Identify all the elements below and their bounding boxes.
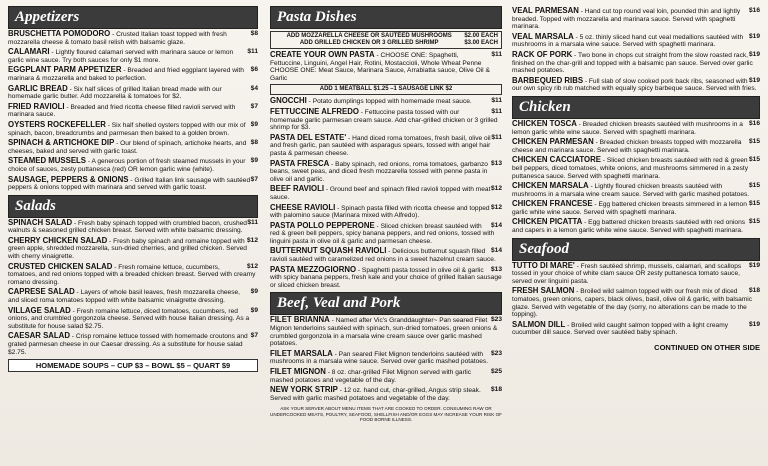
menu-item-price: $19 bbox=[748, 32, 760, 40]
menu-item-price: $11 bbox=[491, 51, 502, 58]
menu-item-description: - Grilled Italian link sausage with sautéed peppers & onions topped with marinara and served with garlic toast. bbox=[8, 176, 251, 192]
menu-item-name: CHICKEN TOSCA bbox=[512, 118, 577, 128]
appetizers-banner: Appetizers bbox=[8, 6, 258, 29]
menu-item-description: - Crisp romaine lettuce tossed with homemade croutons and grated parmesan cheese in our Caesar dressing. As a substitute for house salad $2.75. bbox=[8, 333, 248, 356]
menu-item bbox=[8, 121, 258, 137]
menu-item-description: - Broiled wild salmon topped with our fresh mix of diced tomatoes, green onions, capers, black olives, basil, olive oil & garlic, with balsamic glaze. Served with vegetable of the day (sorry, no alterations can be made to the topping). bbox=[512, 288, 753, 319]
menu-item-price: $18 bbox=[490, 386, 502, 394]
menu-item-name: SALMON DILL bbox=[512, 319, 566, 329]
menu-item-description: - Fettuccine pasta tossed with our homemade garlic parmesan cream sauce. Add char-grilled chicken or 3 grilled shrimp for $3. bbox=[270, 108, 498, 132]
meatball-note: ADD 1 MEATBALL $1.25 –1 SAUSAGE LINK $2 bbox=[270, 84, 502, 95]
menu-item-price: $4 bbox=[250, 84, 258, 92]
menu-item-price: $11 bbox=[491, 107, 502, 115]
menu-item bbox=[8, 48, 258, 64]
addon-row: ADD MOZZARELLA CHEESE OR SAUTÉED MUSHROOMS $2.00 EACH bbox=[286, 33, 498, 39]
menu-item-description: - A generous portion of fresh steamed mussels in your choice of sauces, zesty puttanesca (red) OR lemon garlic wine (white). bbox=[8, 158, 246, 173]
menu-item-description: - Layers of whole basil leaves, fresh mozzarella cheese, and sliced roma tomatoes topped with white balsamic vinaigrette dressing. bbox=[8, 289, 241, 305]
menu-item bbox=[512, 218, 760, 234]
menu-item-description: - Sliced chicken breasts sautéed with red & green bell peppers, diced tomatoes, white onions, and mushrooms simmered in a zesty puttanesca sauce. Served with spaghetti marinara. bbox=[512, 157, 749, 180]
menu-item-description: - Spaghetti pasta tossed in olive oil & garlic with spicy banana peppers, fresh kale and your choice of grilled Italian sausage or sliced chicken breast. bbox=[270, 266, 502, 289]
seafood-banner: Seafood bbox=[512, 238, 760, 261]
menu-item-price: $12 bbox=[246, 262, 258, 270]
menu-item-price: $9 bbox=[250, 306, 258, 314]
menu-item-description: - Lightly floured chicken breasts sautéed with mushrooms in a marsala wine cream sauce. Served with garlic mashed potatoes. bbox=[512, 183, 750, 198]
menu-item bbox=[270, 266, 502, 290]
menu-item-description: - Six half shelled oysters topped with our mix of spinach, bacon, breadcrumbs and parmesan then baked to a golden brown. bbox=[8, 121, 246, 137]
menu-item-name: PASTA POLLO PEPPERONE bbox=[270, 220, 375, 230]
menu-item-name: FILET MIGNON bbox=[270, 367, 326, 376]
middle-column bbox=[270, 6, 502, 423]
menu-item-description: - Fresh baby spinach topped with crumbled bacon, crushed walnuts & seasoned grilled chicken breast. Served with white balsamic dressing. bbox=[8, 219, 247, 235]
menu-item-name: BRUSCHETTA POMODORO bbox=[8, 29, 111, 38]
menu-item-price: $9 bbox=[250, 157, 258, 165]
menu-item-name: GARLIC BREAD bbox=[8, 83, 68, 93]
menu-item bbox=[8, 66, 258, 82]
menu-item-price: $11 bbox=[491, 133, 502, 141]
menu-item bbox=[512, 182, 760, 198]
menu-item bbox=[270, 204, 502, 220]
menu-item-price: $15 bbox=[748, 218, 760, 226]
menu-item-price: $12 bbox=[490, 185, 502, 193]
menu-item-description: - Breaded and fried eggplant layered with marinara & mozzarella and baked to perfection. bbox=[8, 67, 244, 82]
menu-item-name: GNOCCHI bbox=[270, 96, 307, 106]
menu-item bbox=[512, 138, 760, 154]
menu-item-name: SPINACH SALAD bbox=[8, 217, 73, 227]
menu-item-description: - Fresh romaine lettuce, diced tomatoes, cucumbers, red onions, and crumbled gorgonzola cheese. Served with house Italian dressing. As a substitute for house salad $2.75. bbox=[8, 307, 250, 330]
addon-row: ADD GRILLED CHICKEN OR 3 GRILLED SHRIMP $3.00 EACH bbox=[299, 40, 498, 46]
menu-item bbox=[270, 160, 502, 184]
menu-item-name: VEAL MARSALA bbox=[512, 31, 574, 41]
menu-item-description: - Named after Vic's Granddaughter~ Pan seared Filet Mignon tenderloins sautéed with spinach, sun-dried tomatoes, green onions & crumbled gorgonzola in a marsala wine cream sauce over garlic mashed potatoes. bbox=[270, 317, 498, 348]
menu-item-name: OYSTERS ROCKEFELLER bbox=[8, 119, 106, 129]
menu-item-name: FRIED RAVIOLI bbox=[8, 101, 65, 111]
menu-item bbox=[8, 307, 258, 331]
menu-item bbox=[512, 33, 760, 49]
menu-item-name: BARBEQUED RIBS bbox=[512, 75, 584, 85]
menu-item-price: $13 bbox=[490, 265, 502, 273]
menu-item-price: $7 bbox=[250, 102, 258, 110]
menu-item-name: FETTUCCINE ALFREDO bbox=[270, 106, 359, 116]
menu-item bbox=[270, 222, 502, 246]
menu-item-name: BUTTERNUT SQUASH RAVIOLI bbox=[270, 246, 387, 256]
menu-item-name: CHICKEN FRANCESE bbox=[512, 199, 593, 209]
menu-item bbox=[8, 103, 258, 119]
chicken-list bbox=[512, 120, 760, 235]
menu-item-description: - Fresh baby spinach and romaine topped with green apple, shredded mozzarella, sun-dried cherries, and grilled chicken. Served with cherry vinaigrette. bbox=[8, 237, 247, 261]
menu-item-name: FILET MARSALA bbox=[270, 348, 333, 358]
menu-item-name: CHICKEN PARMESAN bbox=[512, 137, 594, 147]
menu-item bbox=[512, 51, 760, 75]
menu-item-name: FILET BRIANNA bbox=[270, 315, 330, 325]
menu-item-description: - Breaded chicken breasts topped with mozzarella cheese and marinara sauce. Served with spaghetti marinara. bbox=[512, 139, 742, 154]
menu-item bbox=[512, 77, 760, 93]
menu-item-description: - Egg battered chicken breasts simmered in a lemon garlic white wine sauce. Served with spaghetti marinara. bbox=[512, 201, 747, 216]
menu-item-description: - Our blend of spinach, artichoke hearts, and cheeses, baked and served with garlic toast. bbox=[8, 140, 247, 155]
menu-item-price: $11 bbox=[247, 218, 258, 226]
menu-item bbox=[8, 288, 258, 304]
menu-item-name: CRUSTED CHICKEN SALAD bbox=[8, 261, 113, 271]
menu-item-price: $19 bbox=[748, 261, 760, 269]
menu-item-description: - Fresh sautéed shrimp, mussels, calamari, and scallops tossed in your choice of white clam sauce OR zesty puttanesca tomato sauce, served over linguini pasta. bbox=[512, 262, 742, 285]
menu-item-price: $8 bbox=[250, 30, 258, 37]
menu-item-name: CHICKEN CACCIATORE bbox=[512, 155, 601, 165]
menu-item-name: CAESAR SALAD bbox=[8, 331, 70, 341]
menu-item-price: $7 bbox=[250, 332, 258, 340]
menu-item bbox=[270, 247, 502, 263]
menu-item-description: - Two bone in chops cut straight from the slow roasted rack, finished on the char-grill and topped with a balsamic pan sauce. Served over garlic mashed potatoes. bbox=[512, 51, 753, 75]
menu-item-description: - Breaded chicken breasts sautéed with mushrooms in a lemon garlic white wine sauce. Served with spaghetti marinara. bbox=[512, 120, 743, 136]
soups-note: HOMEMADE SOUPS – CUP $3 – BOWL $5 – QUART $9 bbox=[8, 359, 258, 372]
menu-item bbox=[8, 263, 258, 287]
menu-item-price: $18 bbox=[748, 287, 760, 295]
menu-item-price: $25 bbox=[490, 368, 502, 375]
menu-item-name: TUTTO DI MARE' bbox=[512, 260, 575, 270]
menu-item bbox=[512, 321, 760, 337]
menu-item bbox=[512, 287, 760, 318]
appetizers-list bbox=[8, 30, 258, 192]
menu-item-description: - Hand diced roma tomatoes, fresh basil, olive oil and fresh garlic, pan sautéed with asparagus spears, tossed with angel hair pasta & parmesan cheese. bbox=[270, 134, 491, 157]
menu-item-description: - 8 oz. char-grilled Filet Mignon served with garlic mashed potatoes and vegetable of the day. bbox=[270, 369, 471, 384]
menu-item-price: $15 bbox=[748, 200, 760, 208]
menu-item bbox=[512, 262, 760, 286]
menu-item-name: CALAMARI bbox=[8, 47, 50, 57]
menu-item bbox=[270, 350, 502, 366]
salads-list bbox=[8, 219, 258, 357]
menu-item bbox=[512, 156, 760, 180]
menu-item-name: CHEESE RAVIOLI bbox=[270, 202, 336, 212]
menu-item-price: $11 bbox=[247, 48, 258, 56]
right-column bbox=[512, 6, 760, 352]
menu-item bbox=[8, 30, 258, 46]
menu-item-price: $15 bbox=[748, 138, 760, 146]
menu-item-price: $19 bbox=[748, 50, 760, 58]
pasta-list-a bbox=[270, 51, 502, 82]
menu-item-name: RACK OF PORK bbox=[512, 49, 573, 59]
menu-item-name: FRESH SALMON bbox=[512, 286, 575, 296]
menu-item bbox=[8, 332, 258, 356]
seafood-list bbox=[512, 262, 760, 337]
menu-item-name: CAPRESE SALAD bbox=[8, 287, 75, 297]
pasta-addons bbox=[270, 31, 502, 49]
menu-item-price: $14 bbox=[490, 221, 502, 229]
menu-item-name: PASTA MEZZOGIORNO bbox=[270, 264, 357, 274]
menu-item-description: - Crusted Italian toast topped with fresh mozzarella cheese & tomato basil relish with balsamic glaze. bbox=[8, 31, 227, 46]
menu-item-description: - Full slab of slow cooked pork back ribs, seasoned with our own spicy rib rub matched with equally spicy barbeque sauce. Served with fries. bbox=[512, 77, 757, 93]
menu-item-name: CHICKEN PICATTA bbox=[512, 217, 583, 227]
menu-item bbox=[512, 7, 760, 31]
menu-item-name: BEEF RAVIOLI bbox=[270, 184, 325, 194]
menu-item-name: SPINACH & ARTICHOKE DIP bbox=[8, 138, 115, 148]
menu-item bbox=[8, 219, 258, 235]
menu-item-description: - 12 oz. hand cut, char-grilled, Angus strip steak. Served with garlic mashed potatoes and vegetable of the day. bbox=[270, 387, 481, 402]
menu-item bbox=[270, 51, 502, 82]
advisory-note: ASK YOUR SERVER ABOUT MENU ITEMS THAT ARE COOKED TO ORDER. CONSUMING RAW OR UNDERCOOKED MEATS, POULTRY, SEAFOOD, SHELLFISH AND/OR EGGS MAY INCREASE YOUR RISK OF FOOD BORNE ILLNESS. bbox=[270, 406, 502, 423]
menu-item-price: $8 bbox=[250, 139, 258, 147]
menu-item-price: $23 bbox=[490, 316, 502, 324]
menu-item-name: NEW YORK STRIP bbox=[270, 385, 338, 395]
left-column bbox=[8, 6, 258, 372]
menu-item bbox=[8, 176, 258, 192]
menu-item-price: $15 bbox=[748, 182, 760, 190]
menu-item-description: - Ground beef and spinach filled ravioli topped with meat sauce. bbox=[270, 186, 491, 201]
menu-item-description: - Sliced chicken breast sautéed with red & green bell peppers, spicy banana peppers, and red onions, tossed with linguini pasta in olive oil & garlic and parmesan cheese. bbox=[270, 222, 495, 245]
menu-item bbox=[8, 157, 258, 173]
menu-item-price: $19 bbox=[748, 320, 760, 328]
menu-item bbox=[270, 316, 502, 347]
beef-list bbox=[270, 316, 502, 402]
menu-item bbox=[8, 237, 258, 261]
menu-item bbox=[8, 85, 258, 101]
menu-item-description: - Lightly floured calamari served with marinara sauce or lemon garlic wine sauce. Try both sauces for only $1 more. bbox=[8, 49, 234, 64]
menu-item bbox=[270, 368, 502, 384]
menu-item-description: - CHOOSE ONE: Spaghetti, Fettuccine, Linguini, Angel Hair, Rotini, Mostaccioli, Whole Wheat Penne CHOOSE ONE: Meat Sauce, Marinara Sauce, Arrabiatta sauce, Olive Oil & Garlic bbox=[270, 52, 490, 82]
menu-item-price: $23 bbox=[490, 349, 502, 357]
menu-item-description: - Spinach pasta filled with ricotta cheese and topped with palomino sauce (Marinara mixed with Alfredo). bbox=[270, 204, 490, 220]
menu-item bbox=[8, 139, 258, 155]
menu-item-name: PASTA DEL ESTATE' bbox=[270, 132, 347, 142]
menu-item bbox=[270, 134, 502, 158]
menu-item-name: CHERRY CHICKEN SALAD bbox=[8, 235, 108, 245]
menu-item bbox=[512, 200, 760, 216]
menu-item-name: VILLAGE SALAD bbox=[8, 305, 71, 315]
menu-item-price: $6 bbox=[250, 66, 258, 74]
beef-banner: Beef, Veal and Pork bbox=[270, 292, 502, 315]
menu-item bbox=[270, 386, 502, 402]
menu-item-price: $12 bbox=[246, 236, 258, 244]
menu-item-description: - Potato dumplings topped with homemade meat sauce. bbox=[306, 98, 472, 106]
menu-item-name: STEAMED MUSSELS bbox=[8, 156, 86, 166]
menu-item bbox=[270, 97, 502, 106]
menu-item-price: $16 bbox=[748, 119, 760, 127]
continued-note: CONTINUED ON OTHER SIDE bbox=[654, 343, 760, 352]
menu-item-price: $11 bbox=[491, 97, 502, 105]
menu-item-description: - Broiled wild caught salmon topped with a light creamy cucumber dill sauce. Served over sautéed baby spinach. bbox=[512, 321, 729, 337]
menu-item-description: - Breaded and fried ricotta cheese filled ravioli served with marinara sauce. bbox=[8, 103, 236, 119]
menu-item-price: $19 bbox=[748, 76, 760, 84]
menu-item-description: - Pan seared Filet Mignon tenderloins sautéed with mushrooms in a marsala wine sauce. Served over garlic mashed potatoes. bbox=[270, 350, 489, 366]
menu-item-description: - Fresh romaine lettuce, cucumbers, tomatoes, and red onions topped with a breaded chicken breast. Served with creamy romano dressing. bbox=[8, 263, 256, 286]
menu-item-description: - Baby spinach, red onions, roma tomatoes, garbanzo beans, sweet peas, and diced fresh mozzarella tossed with penne pasta in olive oil and garlic. bbox=[270, 160, 488, 183]
menu-item-name: CHICKEN MARSALA bbox=[512, 181, 589, 191]
menu-item bbox=[270, 108, 502, 132]
menu-item bbox=[270, 185, 502, 201]
menu-item-name: CREATE YOUR OWN PASTA bbox=[270, 50, 375, 59]
menu-item-price: $14 bbox=[490, 247, 502, 255]
menu-item-name: PASTA FRESCA bbox=[270, 158, 330, 168]
menu-item-description: - Hand cut top round veal loin, pounded thin and lightly breaded. Topped with mozzarella and marinara sauce. Served with spaghetti marinara. bbox=[512, 8, 741, 31]
menu-item-price: $9 bbox=[250, 120, 258, 128]
menu-item-name: SAUSAGE, PEPPERS & ONIONS bbox=[8, 174, 129, 184]
menu-item-description: - Delicious butternut squash filled ravioli sautéed with caramelized red onions in a sweet hazelnut cream sauce. bbox=[270, 248, 496, 264]
menu-item-name: EGGPLANT PARM APPETIZER bbox=[8, 65, 122, 75]
menu-item-description: - Egg battered chicken breasts sautéed with red onions and capers in a lemon garlic white wine sauce. Served with spaghetti marinara. bbox=[512, 219, 746, 235]
menu-item-description: - 5 oz. thinly sliced hand cut veal medallions sautéed with mushrooms in a marsala wine sauce. Served with spaghetti marinara. bbox=[512, 33, 744, 49]
menu-item-description: - Six half slices of grilled Italian bread made with our homemade garlic butter. Add mozzarella & tomatoes for $2. bbox=[8, 85, 222, 101]
salads-banner: Salads bbox=[8, 195, 258, 218]
pasta-banner: Pasta Dishes bbox=[270, 6, 502, 29]
menu-item-price: $15 bbox=[748, 156, 760, 164]
chicken-banner: Chicken bbox=[512, 96, 760, 119]
menu-item bbox=[512, 120, 760, 136]
menu-item-price: $13 bbox=[490, 159, 502, 167]
menu-item-price: $16 bbox=[748, 7, 760, 14]
menu-item-price: $7 bbox=[250, 175, 258, 183]
pasta-list-b bbox=[270, 97, 502, 289]
menu-item-name: VEAL PARMESAN bbox=[512, 6, 579, 15]
menu-item-price: $12 bbox=[490, 203, 502, 211]
menu-item-price: $9 bbox=[250, 288, 258, 296]
veal-list bbox=[512, 7, 760, 93]
